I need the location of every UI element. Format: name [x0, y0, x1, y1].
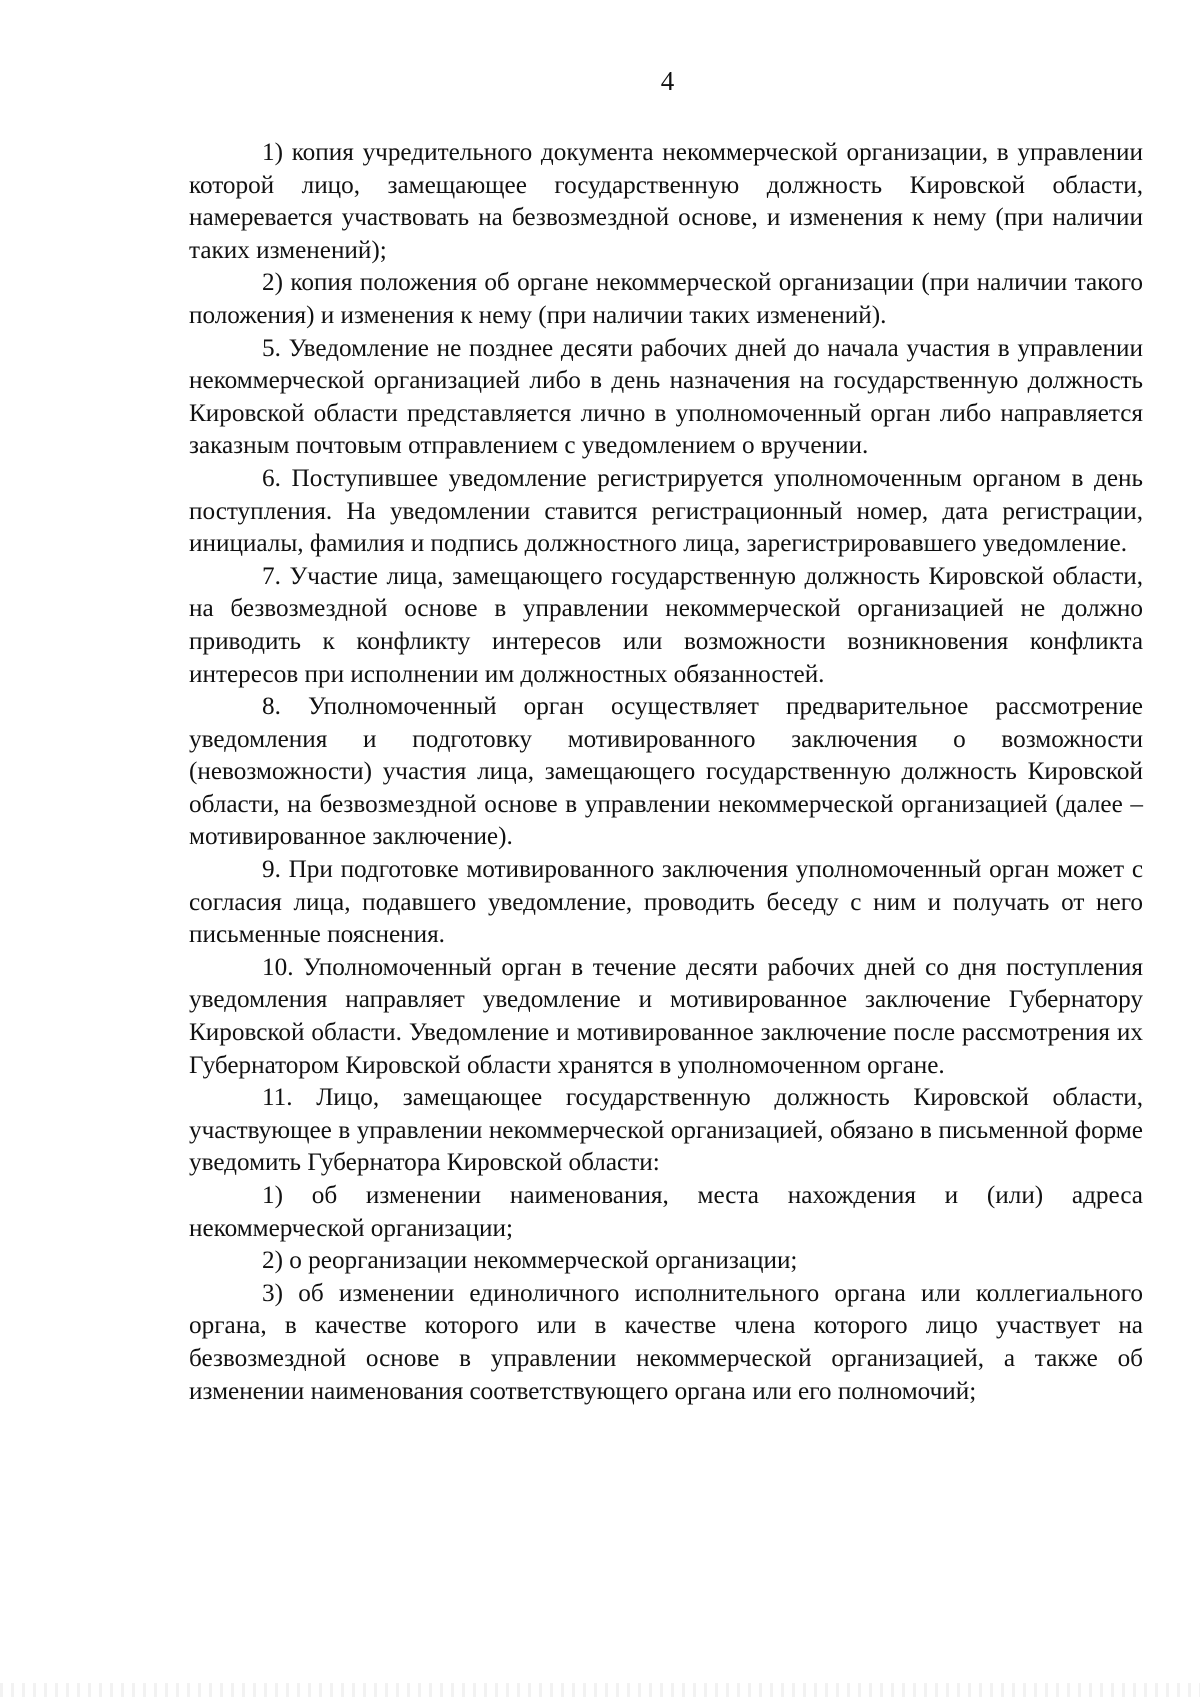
- paragraph-section-9: 9. При подготовке мотивированного заключения уполномоченный орган может с согласия лица, подавшего уведомление, проводить беседу с ним и получать от него письменные пояснения.: [189, 856, 1143, 949]
- paragraph-section-10: 10. Уполномоченный орган в течение десяти рабочих дней со дня поступления уведомления направляет уведомление и мотивированное заключение Губернатору Кировской области. Уведомление и мотивированное заключение после рассмотрения их Губернатором Кировской области хранятся в уполномоченном органе.: [189, 953, 1143, 1079]
- paragraph-item-2-reorganization: 2) о реорганизации некоммерческой организации;: [262, 1247, 798, 1275]
- paragraph-section-5: 5. Уведомление не позднее десяти рабочих дней до начала участия в управлении некоммерческой организацией либо в день назначения на государственную должность Кировской области представляется лично в уполномоченный орган либо направляется заказным почтовым отправлением с уведомлением о вручении.: [189, 334, 1143, 460]
- paragraph-item-2-body-regulation: 2) копия положения об органе некоммерческой организации (при наличии такого положения) и изменения к нему (при наличии таких изменений).: [189, 269, 1143, 329]
- paragraph-section-8: 8. Уполномоченный орган осуществляет предварительное рассмотрение уведомления и подготовку мотивированного заключения о возможности (невозможности) участия лица, замещающего государственную должность Кировской области, на безвозмездной основе в управлении некоммерческой организацией (далее – мотивированное заключение).: [189, 693, 1143, 851]
- paragraph-item-3-body-change: 3) об изменении единоличного исполнительного органа или коллегиального органа, в качестве которого или в качестве члена которого лицо участвует на безвозмездной основе в управлении некоммерческой организацией, а также об изменении наименования соответствующего органа или его полномочий;: [189, 1279, 1143, 1405]
- page-number: 4: [660, 66, 675, 96]
- paragraph-section-6: 6. Поступившее уведомление регистрируется уполномоченным органом в день поступления. На уведомлении ставится регистрационный номер, дата регистрации, инициалы, фамилия и подпись должностного лица, зарегистрировавшего уведомление.: [189, 464, 1143, 558]
- paragraph-item-1-name-change: 1) об изменении наименования, места нахождения и (или) адреса некоммерческой организации;: [189, 1182, 1143, 1242]
- document-body: [189, 137, 1143, 1408]
- scan-edge-artifact: [0, 1683, 1200, 1697]
- paragraph-item-1-founding-document: 1) копия учредительного документа некоммерческой организации, в управлении которой лицо, замещающее государственную должность Кировской области, намеревается участвовать на безвозмездной основе, и изменения к нему (при наличии таких изменений);: [189, 139, 1143, 264]
- paragraph-section-7: 7. Участие лица, замещающего государственную должность Кировской области, на безвозмездной основе в управлении некоммерческой организацией не должно приводить к конфликту интересов или возможности возникновения конфликта интересов при исполнении им должностных обязанностей.: [189, 562, 1143, 688]
- paragraph-section-11: 11. Лицо, замещающее государственную должность Кировской области, участвующее в управлении некоммерческой организацией, обязано в письменной форме уведомить Губернатора Кировской области:: [189, 1084, 1143, 1177]
